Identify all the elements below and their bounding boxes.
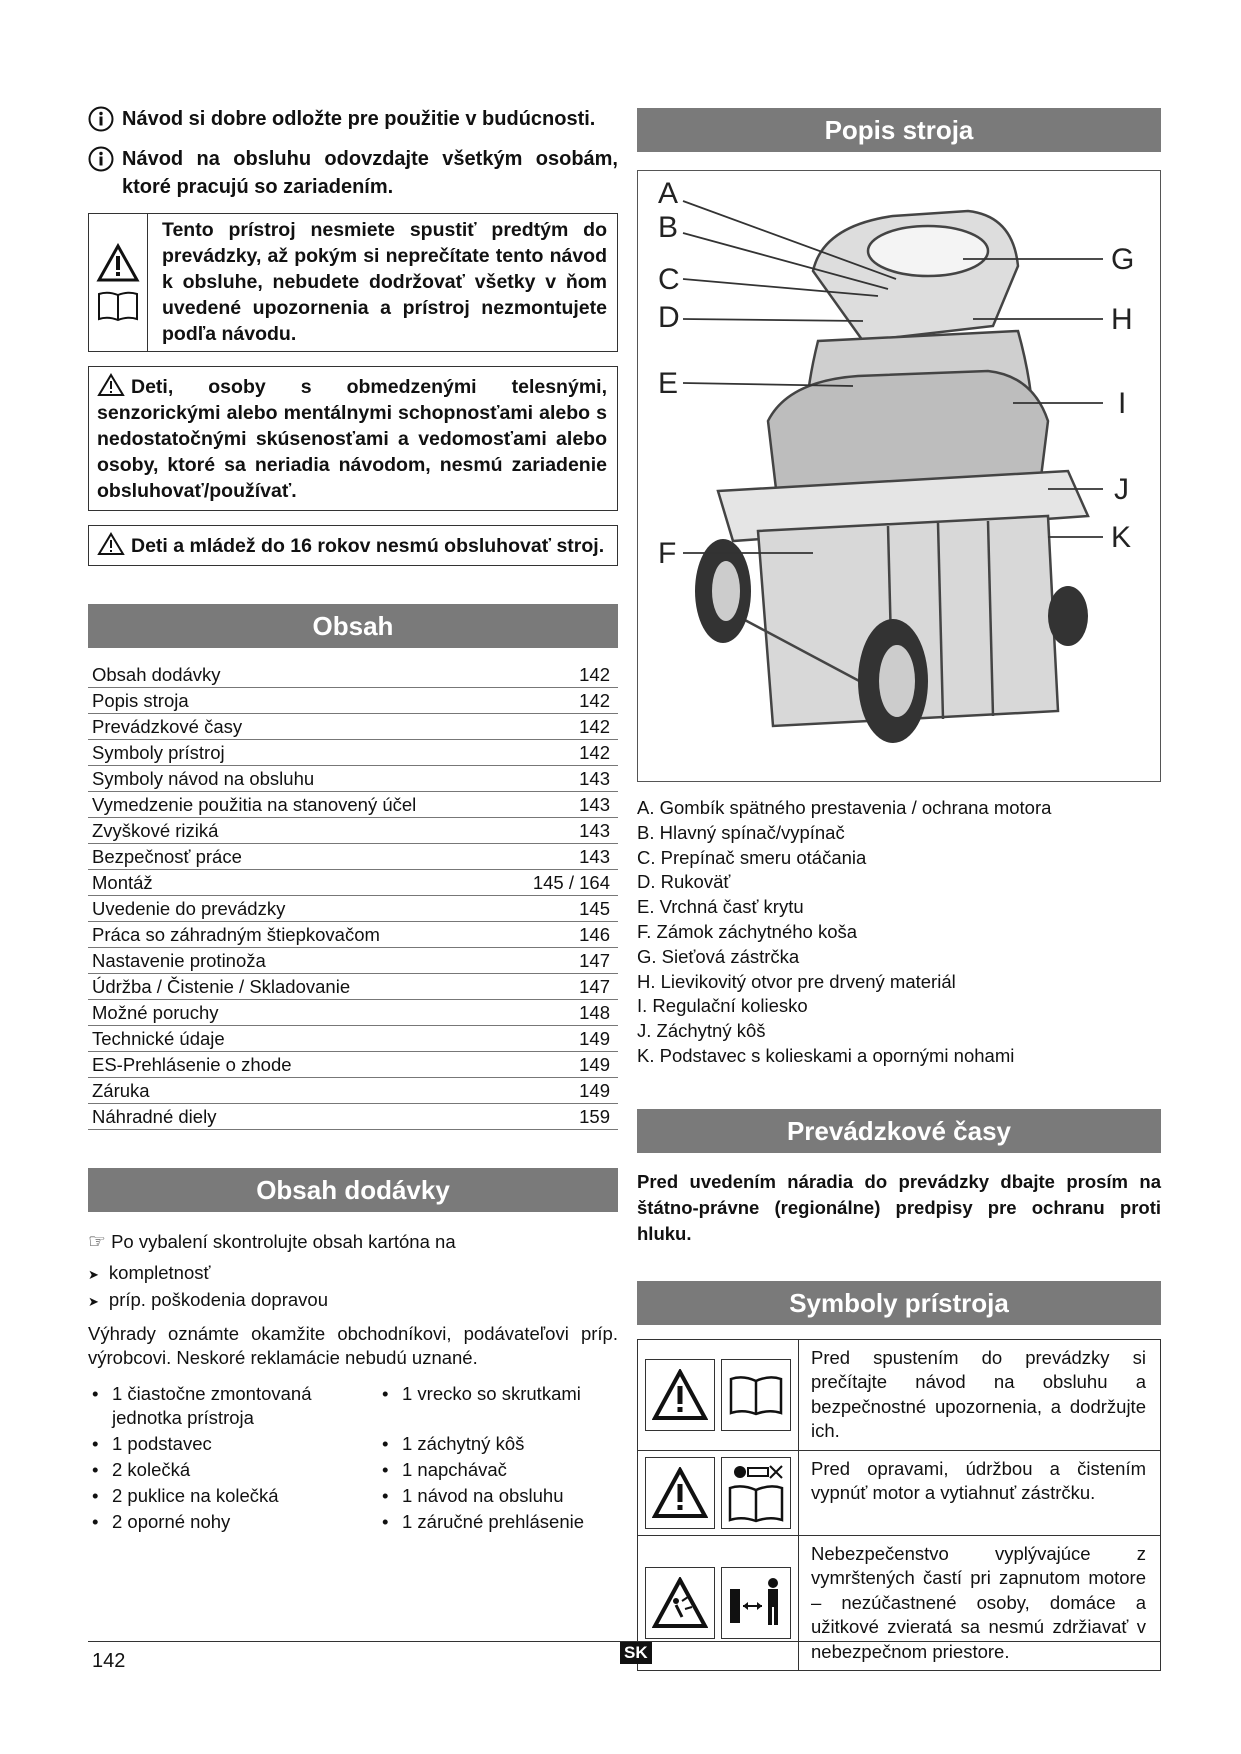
legend-item: A. Gombík spätného prestavenia / ochrana motora <box>637 797 1052 818</box>
legend-item: C. Prepínač smeru otáčania <box>637 846 867 868</box>
left-column <box>88 105 618 1534</box>
info-icon <box>88 146 114 172</box>
figure-label: B <box>658 211 679 244</box>
delivery-items <box>88 1382 618 1534</box>
toc-row: Montáž 145 / 164 <box>88 870 618 896</box>
safety-distance-icon <box>721 1567 791 1639</box>
figure-label: D <box>658 301 680 334</box>
toc-row: Symboly prístroj 142 <box>88 740 618 766</box>
list-item: • 1 čiastočne zmontovaná jednotka prístroja <box>88 1382 378 1430</box>
warning-triangle-icon <box>645 1359 715 1431</box>
toc-row: Vymedzenie použitia na stanovený účel 143 <box>88 792 618 818</box>
warning-triangle-icon <box>97 373 125 397</box>
info-note-text: Návod si dobre odložte pre použitie v budúcnosti. <box>122 108 596 130</box>
figure-label: J <box>1114 473 1129 506</box>
info-note-text: Návod na obsluhu odovzdajte všetkým osobám, ktoré pracujú so zariadením. <box>122 148 618 198</box>
operating-times-heading: Prevádzkové časy <box>637 1109 1161 1153</box>
toc-heading: Obsah <box>88 604 618 648</box>
youth-alert-text: Deti a mládež do 16 rokov nesmú obsluhovať stroj. <box>131 535 605 557</box>
right-column <box>637 108 1161 1671</box>
symbol-row <box>638 1340 1160 1451</box>
list-item: • 2 kolečká <box>88 1458 378 1482</box>
symbol-text: Nebezpečenstvo vyplývajúce z vymrštených častí pri zapnutom motore – nezúčastnené osoby, domáce a užitkové zvieratá sa nesmú zdržiavať v nebezpečnom priestore. <box>811 1542 1146 1662</box>
toc-table <box>88 662 618 1130</box>
list-item: • 1 záručné prehlásenie <box>378 1510 608 1534</box>
symbols-heading: Symboly prístroja <box>637 1281 1161 1325</box>
pointing-hand-icon: ☞ <box>88 1231 106 1253</box>
legend-item: K. Podstavec s kolieskami a opornými nohami <box>637 1044 1015 1066</box>
delivery-note: Výhrady oznámte okamžite obchodníkovi, podávateľovi príp. výrobcovi. Neskoré reklamácie nebudú uznané. <box>88 1323 618 1368</box>
toc-row: Prevádzkové časy 142 <box>88 714 618 740</box>
list-item: ➤ príp. poškodenia dopravou <box>88 1287 618 1314</box>
info-icon <box>88 106 114 132</box>
list-item: • 1 podstavec <box>88 1432 378 1456</box>
symbol-row <box>638 1536 1160 1671</box>
page-number: 142 <box>92 1650 126 1672</box>
toc-row: Obsah dodávky 142 <box>88 662 618 688</box>
symbol-text: Pred spustením do prevádzky si prečítajte návod na obsluhu a bezpečnostné upozornenia, a dodržujte ich. <box>811 1346 1146 1442</box>
warning-triangle-icon <box>645 1457 715 1529</box>
figure-label: K <box>1111 521 1132 554</box>
toc-row: ES-Prehlásenie o zhode 149 <box>88 1052 618 1078</box>
figure-label: G <box>1111 243 1135 276</box>
legend-item: B. Hlavný spínač/vypínač <box>637 821 845 843</box>
figure-label: F <box>658 537 677 570</box>
toc-row: Možné poruchy 148 <box>88 1000 618 1026</box>
symbol-text: Pred opravami, údržbou a čistením vypnúť motor a vytiahnuť zástrčku. <box>811 1457 1146 1504</box>
book-icon <box>96 289 140 323</box>
children-alert <box>88 366 618 511</box>
youth-alert <box>88 525 618 566</box>
read-manual-warning <box>88 213 618 352</box>
figure-label: A <box>658 177 679 210</box>
warning-text: Tento prístroj nesmiete spustiť predtým do prevádzky, až pokým si neprečítate tento návod k obsluhe, nebudete dodržovať všetky v ňom uvedené upozornenia a prístroj nezmontujete podľa návodu. <box>162 219 607 345</box>
figure-label: H <box>1111 303 1133 336</box>
toc-row: Popis stroja 142 <box>88 688 618 714</box>
legend-item: I. Regulační koliesko <box>637 995 808 1017</box>
toc-row: Nastavenie protinoža 147 <box>88 948 618 974</box>
list-item: ➤ kompletnosť <box>88 1260 618 1287</box>
legend-item: J. Záchytný kôš <box>637 1020 766 1042</box>
toc-row: Uvedenie do prevádzky 145 <box>88 896 618 922</box>
figure-label: C <box>658 263 680 296</box>
toc-row: Bezpečnosť práce 143 <box>88 844 618 870</box>
shredder-illustration <box>638 171 1159 778</box>
list-item: • 2 oporné nohy <box>88 1510 378 1534</box>
children-alert-text: Deti, osoby s obmedzenými telesnými, senzorickými alebo mentálnymi schopnosťami alebo s nedostatočnými skúsenosťami a vedomosťami alebo osoby, ktoré sa neriadia návodom, nesmú zariadenie obsluhovať/používať. <box>97 376 607 502</box>
legend-item: H. Lievikovitý otvor pre drvený materiál <box>637 970 956 992</box>
info-note <box>88 145 618 201</box>
toc-row: Náhradné diely 159 <box>88 1104 618 1130</box>
operating-times-text: Pred uvedením náradia do prevádzky dbajte prosím na štátno-právne (regionálne) predpisy pre ochranu proti hluku. <box>637 1170 1161 1244</box>
symbols-table <box>637 1339 1161 1672</box>
delivery-intro: ☞ Po vybalení skontrolujte obsah kartóna na <box>88 1231 456 1253</box>
warning-triangle-icon <box>97 532 125 556</box>
toc-row: Údržba / Čistenie / Skladovanie 147 <box>88 974 618 1000</box>
list-item: • 1 návod na obsluhu <box>378 1484 608 1508</box>
language-badge: SK <box>620 1642 652 1664</box>
legend-item: G. Sieťová zástrčka <box>637 945 800 967</box>
symbol-row <box>638 1451 1160 1536</box>
machine-legend <box>637 796 1161 1069</box>
info-note <box>88 105 618 133</box>
delivery-heading: Obsah dodávky <box>88 1168 618 1212</box>
list-item: • 2 puklice na kolečká <box>88 1484 378 1508</box>
warning-triangle-icon <box>96 243 140 283</box>
legend-item: D. Rukoväť <box>637 871 731 893</box>
toc-row: Zvyškové riziká 143 <box>88 818 618 844</box>
flying-debris-icon <box>645 1567 715 1639</box>
toc-row: Technické údaje 149 <box>88 1026 618 1052</box>
book-icon <box>721 1359 791 1431</box>
figure-label: I <box>1118 387 1127 420</box>
toc-row: Záruka 149 <box>88 1078 618 1104</box>
legend-item: E. Vrchná časť krytu <box>637 896 804 918</box>
figure-label: E <box>658 367 679 400</box>
legend-item: F. Zámok záchytného koša <box>637 920 858 942</box>
list-item: • 1 vrecko so skrutkami <box>378 1382 608 1430</box>
machine-heading: Popis stroja <box>637 108 1161 152</box>
delivery-checks <box>88 1260 618 1314</box>
list-item: • 1 záchytný kôš <box>378 1432 608 1456</box>
machine-figure <box>637 170 1161 782</box>
unplug-book-icon <box>721 1457 791 1529</box>
toc-row: Práca so záhradným štiepkovačom 146 <box>88 922 618 948</box>
list-item: • 1 napchávač <box>378 1458 608 1482</box>
toc-row: Symboly návod na obsluhu 143 <box>88 766 618 792</box>
